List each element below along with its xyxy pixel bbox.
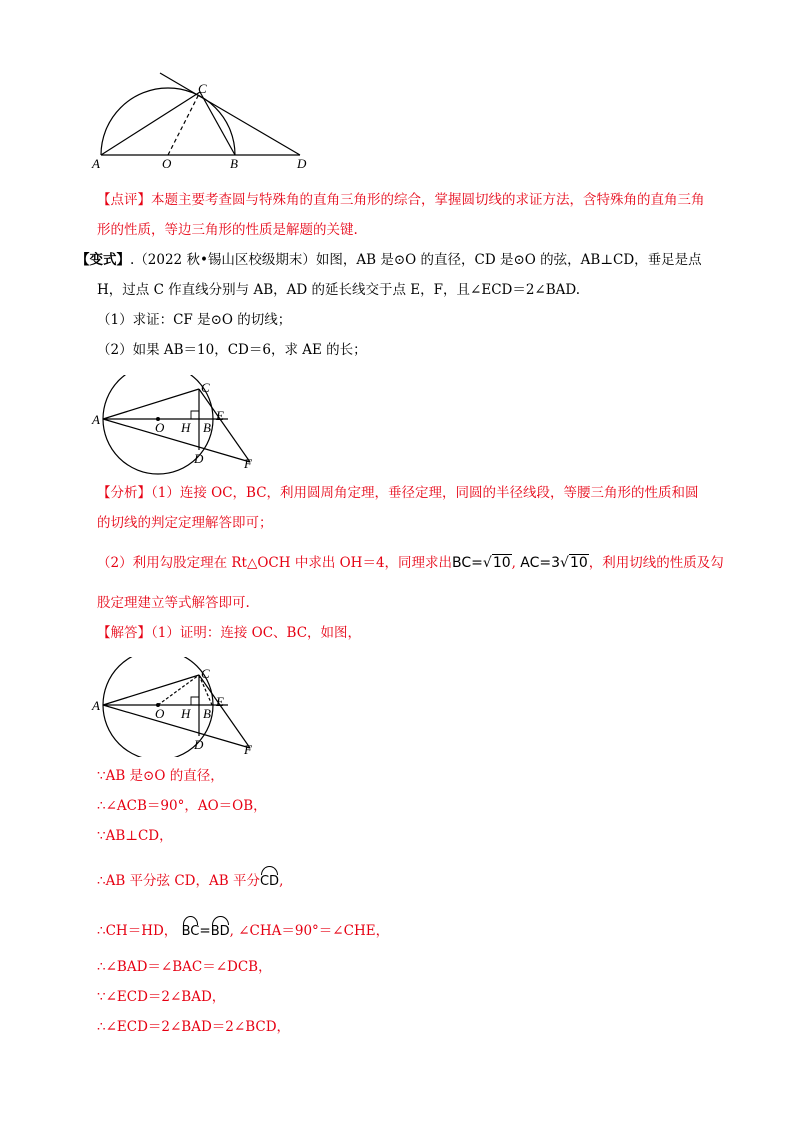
question-1 [97, 310, 291, 330]
solution-tag: 【解答】 [97, 625, 151, 641]
ac-lhs: AC=3 [520, 555, 561, 571]
step-6-text: ∴∠BAD＝∠BAC＝∠DCB， [97, 959, 272, 975]
question-2 [97, 340, 367, 360]
step-3 [97, 826, 173, 846]
figure-1 [88, 70, 328, 175]
variant-tag: 【变式】 [76, 252, 130, 268]
segment-oc [158, 675, 199, 705]
label-o: O [162, 156, 172, 171]
comment-line-2 [97, 220, 358, 240]
label-e: E [216, 694, 224, 709]
step-5-comma: , [229, 923, 234, 939]
step-8 [97, 1017, 290, 1037]
step-7-text: ∵∠ECD＝2∠BAD， [97, 989, 226, 1005]
label-a: A [92, 412, 100, 427]
comment-text-1: 本题主要考查圆与特殊角的直角三角形的综合，掌握圆切线的求证方法，含特殊角的直角三角 [151, 192, 705, 208]
comment-text-2: 形的性质，等边三角形的性质是解题的关键. [97, 222, 358, 238]
analysis-line-1 [97, 483, 699, 503]
label-d: D [194, 737, 204, 752]
step-3-text: ∵AB⊥CD， [97, 828, 173, 844]
label-b: B [203, 706, 211, 721]
line-ad [103, 705, 250, 748]
arc-cd: CD [260, 866, 279, 892]
analysis-line-4 [97, 593, 250, 613]
chord-cb [200, 92, 235, 155]
analysis-line-2 [97, 513, 273, 533]
step-5-text-b: ∠CHA＝90°＝∠CHE， [238, 923, 390, 939]
analysis-line-3 [97, 553, 724, 573]
variant-text-1: .（2022 秋•锡山区校级期末）如图，AB 是⊙O 的直径，CD 是⊙O 的弦，AB⊥CD，垂足是点 [130, 252, 702, 268]
arc-equals: = [199, 923, 211, 939]
step-2 [97, 796, 267, 816]
step-7 [97, 987, 225, 1007]
comment-tag: 【点评】 [97, 192, 151, 208]
label-c: C [201, 666, 210, 681]
step-1-text: ∵AB 是⊙O 的直径， [97, 768, 224, 784]
label-a: A [92, 698, 100, 713]
label-o: O [155, 706, 165, 721]
label-b: B [230, 156, 238, 171]
step-2-text: ∴∠ACB＝90°，AO＝OB， [97, 798, 267, 814]
solution-intro-text: （1）证明：连接 OC、BC，如图， [151, 625, 362, 641]
step-8-text: ∴∠ECD＝2∠BAD＝2∠BCD， [97, 1019, 291, 1035]
label-f: F [244, 742, 252, 757]
label-b: B [203, 420, 211, 435]
right-angle-mark [191, 697, 199, 705]
step-4 [97, 866, 283, 892]
label-d: D [194, 451, 204, 466]
step-5-text: ∴CH＝HD， [97, 923, 178, 939]
analysis-text-3a: （2）利用勾股定理在 Rt△OCH 中求出 OH＝4，同理求出 [97, 555, 453, 571]
label-c: C [198, 81, 207, 96]
ac-radicand: 10 [569, 555, 588, 571]
analysis-text-4: 股定理建立等式解答即可. [97, 595, 250, 611]
label-e: E [216, 408, 224, 423]
variant-line-2 [97, 280, 580, 300]
label-f: F [244, 456, 252, 471]
question-2-text: （2）如果 AB＝10，CD＝6，求 AE 的长； [97, 342, 367, 358]
step-5 [97, 916, 389, 942]
label-d: D [297, 156, 307, 171]
analysis-text-1: （1）连接 OC，BC，利用圆周角定理，垂径定理，同圆的半径线段，等腰三角形的性质和圆 [151, 485, 699, 501]
label-h: H [181, 420, 191, 435]
line-ac [103, 675, 199, 705]
formula-sep: , [511, 555, 521, 571]
step-4-text: ∴AB 平分弦 CD，AB 平分 [97, 873, 260, 889]
segment-oc [168, 92, 200, 155]
bc-radicand: 10 [492, 555, 511, 571]
chord-ac [101, 92, 200, 155]
label-o: O [155, 420, 165, 435]
line-ac [103, 389, 199, 419]
step-6 [97, 957, 272, 977]
step-4-comma: , [279, 873, 284, 889]
bc-lhs: BC= [452, 555, 483, 571]
analysis-tag: 【分析】 [97, 485, 151, 501]
variant-text-2: H，过点 C 作直线分别与 AB，AD 的延长线交于点 E，F，且∠ECD＝2∠BAD. [97, 282, 581, 298]
bc-formula: BC=√10 [452, 555, 511, 571]
analysis-text-2: 的切线的判定定理解答即可； [97, 515, 273, 531]
tangent-line [160, 73, 300, 155]
step-1 [97, 766, 224, 786]
semicircle-arc [101, 88, 235, 155]
label-h: H [181, 706, 191, 721]
line-ad [103, 419, 250, 462]
figure-3 [88, 657, 263, 757]
label-a: A [92, 156, 100, 171]
arc-bd: BD [211, 916, 230, 942]
analysis-text-3b: ，利用切线的性质及勾 [588, 555, 724, 571]
variant-line-1 [76, 250, 702, 270]
right-angle-mark [191, 411, 199, 419]
figure-2 [88, 375, 263, 475]
comment-line-1 [97, 190, 705, 210]
ac-formula: AC=3√10 [520, 555, 588, 571]
solution-intro [97, 623, 361, 643]
arc-bc: BC [182, 916, 200, 942]
label-c: C [201, 380, 210, 395]
question-1-text: （1）求证：CF 是⊙O 的切线； [97, 312, 292, 328]
